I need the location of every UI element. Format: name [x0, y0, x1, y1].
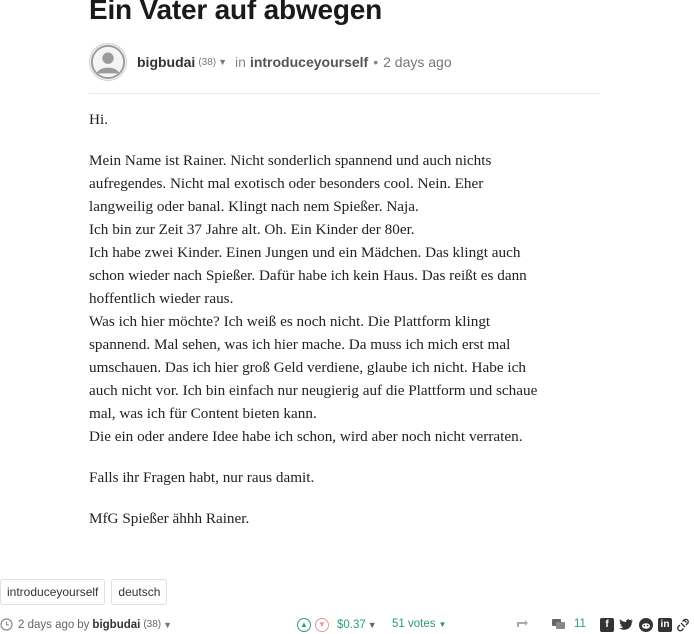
- body-line: umschauen. Das ich hier groß Geld verdiene, glaube ich nicht. Habe ich: [89, 359, 526, 376]
- footer-author-reputation: (38): [143, 619, 162, 630]
- vote-controls: [297, 618, 377, 632]
- votes-caret[interactable]: ▼: [438, 619, 447, 629]
- reblog-icon: [515, 618, 529, 630]
- body-line: spannend. Mal sehen, was ich hier mache. Da muss ich mich erst mal: [89, 336, 511, 353]
- comments-icon: [552, 618, 566, 630]
- footer-author-caret[interactable]: ▼: [163, 619, 173, 630]
- body-line: schon wieder nach Spießer. Dafür habe ich kein Haus. Das reißt es dann: [89, 267, 527, 284]
- share-links: [600, 618, 689, 632]
- main-paragraph: [89, 149, 609, 448]
- avatar-icon: [90, 43, 126, 81]
- footer-time[interactable]: 2 days ago: [18, 618, 75, 631]
- votes-group: [392, 618, 446, 630]
- author-link[interactable]: bigbudai: [137, 54, 196, 70]
- questions-paragraph: Falls ihr Fragen habt, nur raus damit.: [89, 469, 315, 486]
- body-line: mal, was ich für Content bieten kann.: [89, 405, 317, 422]
- body-line: hoffentlich wieder raus.: [89, 290, 234, 307]
- reddit-icon[interactable]: [639, 618, 653, 632]
- body-line: auch nicht vor. Ich bin einfach nur neugierig auf die Plattform und schaue: [89, 382, 538, 399]
- body-line: langweilig oder banal. Klingt nach nem Spießer. Naja.: [89, 198, 419, 215]
- greeting-paragraph: Hi.: [89, 111, 108, 128]
- twitter-icon[interactable]: [619, 618, 634, 632]
- meta-separator: •: [373, 54, 379, 70]
- tag-list: [0, 579, 167, 605]
- author-row: [89, 42, 452, 82]
- author-reputation: (38): [198, 56, 217, 68]
- post-time[interactable]: 2 days ago: [383, 54, 452, 70]
- footer-timestamp: [0, 618, 172, 631]
- post-title: Ein Vater auf abwegen: [89, 0, 382, 25]
- signoff-paragraph: MfG Spießer ähhh Rainer.: [89, 510, 250, 527]
- reblog-button[interactable]: [515, 618, 529, 630]
- payout-caret[interactable]: ▼: [367, 620, 377, 630]
- comments-button[interactable]: [552, 618, 586, 630]
- upvote-icon[interactable]: ▲: [297, 618, 311, 632]
- votes-count[interactable]: 51 votes: [392, 618, 436, 630]
- body-line: Was ich hier möchte? Ich weiß es noch nicht. Die Plattform klingt: [89, 313, 491, 330]
- body-line: Ich bin zur Zeit 37 Jahre alt. Oh. Ein Kinder der 80er.: [89, 221, 415, 238]
- header-divider: [89, 93, 600, 94]
- clock-icon: [0, 618, 13, 631]
- footer-author-link[interactable]: bigbudai: [92, 618, 141, 631]
- body-line: aufregendes. Nicht mal exotisch oder besonders cool. Nein. Eher: [89, 175, 484, 192]
- body-line: Mein Name ist Rainer. Nicht sonderlich spannend und auch nichts: [89, 152, 492, 169]
- payout-value[interactable]: $0.37: [337, 619, 366, 631]
- tag-deutsch[interactable]: deutsch: [111, 579, 167, 605]
- linkedin-icon[interactable]: in: [658, 618, 672, 632]
- tag-introduceyourself[interactable]: introduceyourself: [0, 579, 105, 605]
- post-body: [89, 108, 609, 548]
- author-dropdown-caret[interactable]: ▼: [218, 57, 228, 67]
- link-icon[interactable]: [677, 618, 689, 632]
- community-link[interactable]: introduceyourself: [249, 54, 369, 70]
- facebook-icon[interactable]: f: [600, 618, 614, 632]
- downvote-icon[interactable]: ▼: [315, 618, 329, 632]
- in-label: in: [235, 54, 246, 70]
- body-line: Die ein oder andere Idee habe ich schon, wird aber noch nicht verraten.: [89, 428, 523, 445]
- post-footer: [0, 616, 694, 634]
- comments-count[interactable]: 11: [574, 618, 586, 630]
- body-line: Ich habe zwei Kinder. Einen Jungen und ein Mädchen. Das klingt auch: [89, 244, 521, 261]
- footer-by-label: by: [77, 618, 90, 631]
- author-avatar[interactable]: [89, 43, 127, 81]
- post-meta: [137, 54, 452, 70]
